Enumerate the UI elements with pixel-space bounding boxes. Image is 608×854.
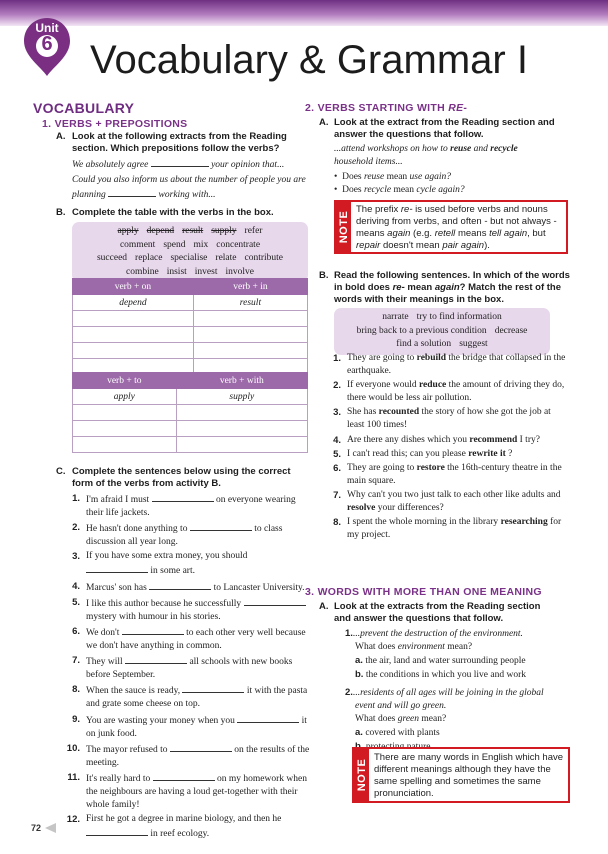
- exercise-2a-extract: ...attend workshops on how to reuse and recycle household items... • Does reuse mean use again? • Does recycle mean cycle again?: [334, 144, 518, 195]
- sentence-item: 10. The mayor refused to on the results of the meeting.: [66, 742, 310, 768]
- note-text: There are many words in English which have different meanings although they have the same spelling and sometimes the same pronunciation.: [374, 752, 564, 799]
- sentence-item: 6. We don't to each other very well because we don't have anything in common.: [72, 625, 306, 651]
- answer-blank[interactable]: [244, 596, 306, 606]
- answer-cell[interactable]: [176, 405, 307, 421]
- sentence-item: 6. They are going to restore the 16th-century theatre in the main square.: [333, 462, 562, 486]
- sentence-item: 8. I spent the whole morning in the library researching for my project.: [333, 517, 562, 541]
- answer-blank[interactable]: [152, 492, 214, 502]
- vocabulary-heading: VOCABULARY: [33, 100, 135, 116]
- note-label: NOTE: [336, 202, 351, 252]
- exercise-1a-extracts: We absolutely agree your opinion that... Could you also inform us about the number of people you are planning working with...: [72, 157, 308, 202]
- exercise-1c-instructions: Complete the sentences below using the correct form of the verbs from activity B.: [72, 466, 291, 489]
- answer-cell[interactable]: [73, 421, 177, 437]
- exercise-2b-instructions: Read the following sentences. In which of the words in bold does re- mean again? Match the rest of the words with their meanings in the box.: [334, 270, 570, 305]
- section-2-heading: 2. VERBS STARTING WITH RE-: [305, 102, 468, 114]
- table-cell: result: [193, 295, 307, 311]
- sentence-item: 1. I'm afraid I must on everyone wearing their life jackets.: [72, 493, 296, 518]
- exercise-1b-instructions: Complete the table with the verbs in the box.: [72, 207, 274, 218]
- answer-cell[interactable]: [193, 311, 307, 327]
- sentence-item: 2. He hasn't done anything to to class discussion all year long.: [72, 522, 283, 548]
- verb-table-on-in: [72, 278, 308, 375]
- answer-blank[interactable]: [125, 654, 187, 664]
- section-3-heading: 3. WORDS WITH MORE THAN ONE MEANING: [305, 586, 542, 598]
- answer-blank[interactable]: [86, 826, 148, 836]
- note-label: NOTE: [354, 749, 369, 801]
- page-arrow-icon: [45, 823, 56, 833]
- sentence-item: 5. I can't read this; can you please rewrite it ?: [333, 448, 513, 460]
- sentence-item: 7. They will all schools with new books before September.: [72, 655, 293, 681]
- verb-word-box: apply depend result supply refer comment spend mix concentrate succeed replace specialise relate contribute combine insist invest involve: [72, 222, 308, 282]
- exercise-2a-letter: A.: [319, 117, 329, 128]
- exercise-1c-sentences: [58, 492, 310, 842]
- sentence-item: 2. If everyone would reduce the amount of driving they do, there would be less air pollution.: [333, 380, 565, 404]
- sentence-item: 5. I like this author because he successfully mystery with humour in his stories.: [58, 596, 310, 624]
- note-multiple-meanings: [352, 747, 570, 803]
- answer-cell[interactable]: [73, 343, 194, 359]
- page-number: 72: [31, 823, 42, 833]
- exercise-3a-instructions: Look at the extracts from the Reading section and answer the questions that follow.: [334, 601, 541, 624]
- sentence-item: 9. You are wasting your money when you it on junk food.: [72, 713, 307, 739]
- answer-cell[interactable]: [73, 311, 194, 327]
- answer-cell[interactable]: [73, 405, 177, 421]
- sentence-item: 4. Are there any dishes which you recommend I try?: [333, 434, 540, 446]
- top-band: [0, 0, 608, 26]
- sentence-item: 1. They are going to rebuild the bridge that collapsed in the earthquake.: [333, 353, 566, 376]
- exercise-1c-letter: C.: [56, 466, 66, 477]
- answer-cell[interactable]: [193, 343, 307, 359]
- answer-cell[interactable]: [73, 327, 194, 343]
- answer-cell[interactable]: [176, 437, 307, 453]
- answer-blank[interactable]: [237, 713, 299, 723]
- table-header: verb + with: [176, 373, 307, 389]
- answer-cell[interactable]: [176, 421, 307, 437]
- exercise-1b-letter: B.: [56, 207, 66, 218]
- table-header: verb + in: [193, 279, 307, 295]
- answer-blank[interactable]: [182, 683, 244, 693]
- verb-table-to-with: [72, 372, 308, 453]
- answer-blank[interactable]: [122, 625, 184, 635]
- table-cell: supply: [176, 389, 307, 405]
- answer-blank[interactable]: [190, 521, 252, 531]
- table-header: verb + on: [73, 279, 194, 295]
- table-cell: depend: [73, 295, 194, 311]
- sentence-item: 7. Why can't you two just talk to each other like adults and resolve your differences?: [333, 490, 561, 514]
- table-cell: apply: [73, 389, 177, 405]
- meaning-word-box: narrate try to find information bring back to a previous condition decrease find a solution suggest: [334, 308, 550, 355]
- sentence-item: 3. She has recounted the story of how she got the job at least 100 times!: [333, 407, 551, 431]
- unit-label: Unit: [35, 21, 59, 35]
- sentence-item: 4. Marcus' son has to Lancaster University.: [72, 580, 305, 593]
- sentence-item: 11. It's really hard to on my homework when the neighbours are having a loud get-together with their whole family!: [67, 771, 307, 810]
- exercise-2a-instructions: Look at the extract from the Reading section and answer the questions that follow.: [334, 117, 555, 140]
- answer-blank[interactable]: [86, 563, 148, 573]
- section-1-heading: 1. VERBS + PREPOSITIONS: [42, 118, 188, 130]
- note-prefix-re: [334, 200, 568, 254]
- answer-blank[interactable]: [170, 742, 232, 752]
- exercise-2b-sentences: [319, 352, 567, 544]
- page-title: Vocabulary & Grammar I: [90, 38, 528, 82]
- answer-blank[interactable]: [153, 771, 215, 781]
- exercise-1a-letter: A.: [56, 131, 66, 142]
- answer-cell[interactable]: [193, 327, 307, 343]
- exercise-3a-questions: 1....prevent the destruction of the environment. What does environment mean? a. the air, land and water surrounding people b. the conditions in which you live and work 2....residents of all ages will be joining in the global event and will go green. What does green mean? a. covered with plants: [345, 628, 544, 738]
- sentence-item: 8. When the sauce is ready, it with the pasta and grate some cheese on top.: [72, 684, 308, 710]
- answer-blank[interactable]: [149, 580, 211, 590]
- exercise-2b-letter: B.: [319, 270, 329, 281]
- exercise-3a-letter: A.: [319, 601, 329, 612]
- answer-cell[interactable]: [73, 437, 177, 453]
- table-header: verb + to: [73, 373, 177, 389]
- note-text: The prefix re- is used before verbs and nouns deriving from verbs, and often - but not always - means again (e.g. retell means tell again, but repair doesn't mean pair again).: [356, 204, 557, 251]
- sentence-item: 3. If you have some extra money, you should in some art.: [72, 551, 248, 577]
- exercise-1a-instructions: Look at the following extracts from the Reading section. Which prepositions follow the verbs?: [72, 131, 287, 154]
- sentence-item: 12. First he got a degree in marine biology, and then he in reef ecology.: [66, 814, 282, 840]
- unit-number: 6: [41, 33, 53, 55]
